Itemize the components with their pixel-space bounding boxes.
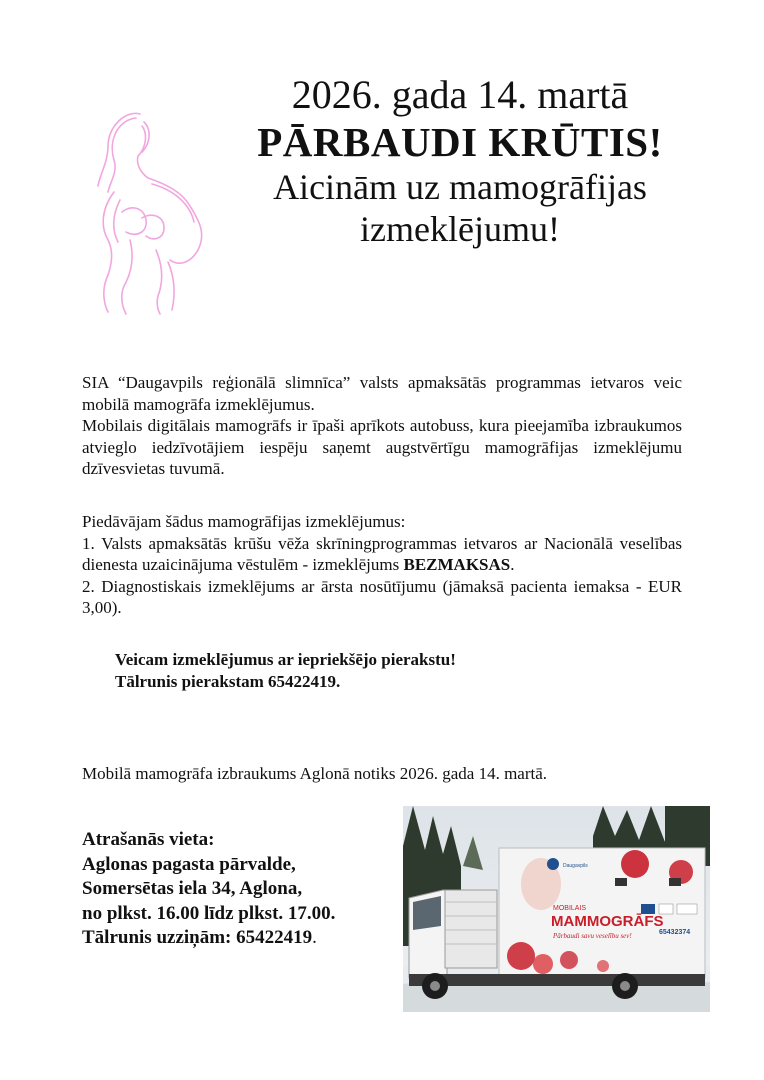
- offer-item-1-end: .: [510, 555, 515, 574]
- intro-paragraph-2: Mobilais digitālais mamogrāfs ir īpaši aprīkots autobuss, kura pieejamība izbraukumos atvieglo iedzīvotājiem iespēju saņemt augstvērtīgu mamogrāfijas izmeklējumu dzīvesvietas tuvumā.: [82, 416, 682, 478]
- subheadline-line-1: Aicinām uz mamogrāfijas: [273, 167, 647, 207]
- offer-item-1-free: BEZMAKSAS: [403, 555, 511, 574]
- visit-announcement: Mobilā mamogrāfa izbraukums Aglonā notiks 2026. gada 14. martā.: [82, 764, 548, 783]
- location-block: [82, 828, 335, 951]
- offers-section: [82, 511, 682, 619]
- signup-line-1: Veicam izmeklējumus ar iepriekšējo pierakstu!: [115, 650, 456, 669]
- female-silhouette-logo: [78, 100, 228, 315]
- truck-illustration: [403, 806, 710, 1012]
- truck-slogan: Pārbaudi savu veselību sev!: [553, 932, 632, 940]
- svg-text:Daugavpils: Daugavpils: [563, 863, 588, 869]
- location-address: Somersētas iela 34, Aglona,: [82, 878, 303, 899]
- location-heading: Atrašanās vieta:: [82, 829, 215, 850]
- truck-brand-small: MOBILAIS: [553, 905, 587, 912]
- event-date-title: 2026. gada 14. martā: [291, 72, 629, 117]
- truck-brand-big: MAMMOGRĀFS: [551, 913, 664, 930]
- offers-heading: Piedāvājam šādus mamogrāfijas izmeklējumus:: [82, 512, 406, 531]
- location-hours: no plkst. 16.00 līdz plkst. 17.00.: [82, 902, 336, 924]
- offer-item-2: 2. Diagnostiskais izmeklējums ar ārsta nosūtījumu (jāmaksā pacienta iemaksa - EUR 3,00).: [82, 576, 682, 617]
- location-phone: Tālrunis uzziņām: 65422419.: [82, 927, 317, 948]
- intro-paragraph-1: SIA “Daugavpils reģionālā slimnīca” valsts apmaksātās programmas ietvaros veic mobilā mamogrāfa izmeklējumus.: [82, 373, 682, 414]
- offer-item-1: [82, 533, 682, 576]
- signup-notice: [115, 649, 456, 693]
- location-place: Aglonas pagasta pārvalde,: [82, 853, 296, 875]
- title-block: [225, 72, 695, 250]
- subheadline-line-2: izmeklējumu!: [360, 209, 560, 249]
- intro-section: [82, 372, 682, 480]
- mammography-truck-photo: [403, 806, 710, 1012]
- offer-item-1-text: 1. Valsts apmaksātās krūšu vēža skrīningprogrammas ietvaros ar Nacionālā veselības dienesta uzaicinājuma vēstulēm - izmeklējums: [82, 533, 682, 574]
- headline: PĀRBAUDI KRŪTIS!: [257, 119, 663, 165]
- signup-phone: Tālrunis pierakstam 65422419.: [115, 672, 341, 691]
- truck-phone: 65432374: [659, 929, 691, 936]
